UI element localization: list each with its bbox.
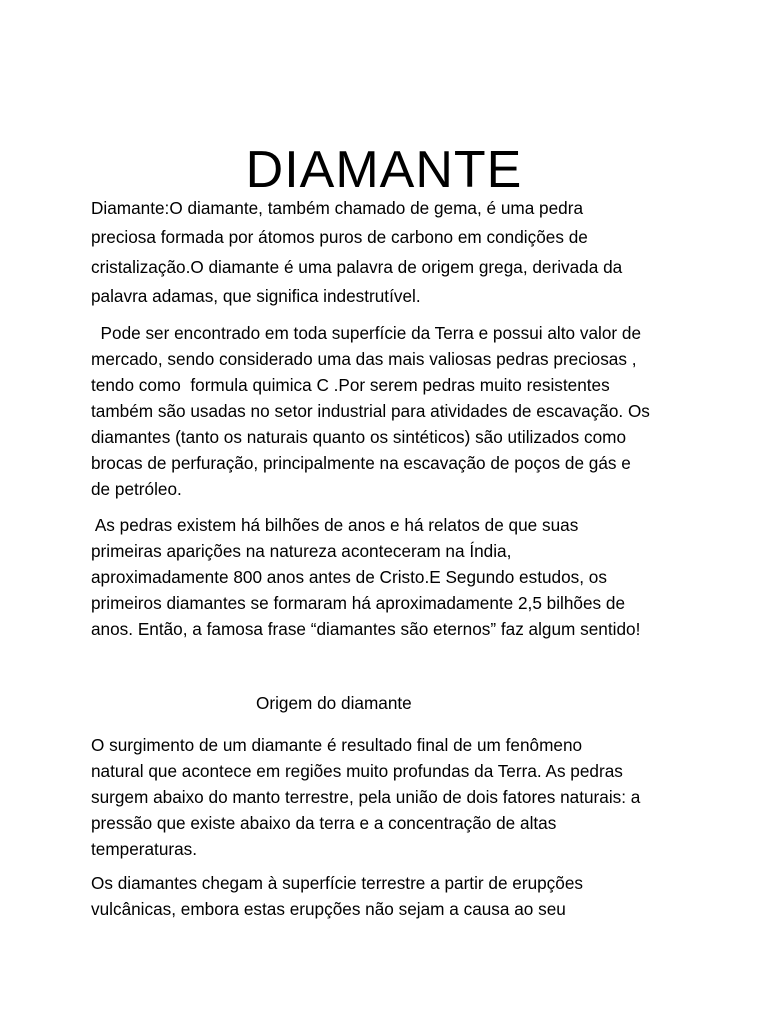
paragraph-eruptions [91,870,691,922]
paragraph-line: vulcânicas, embora estas erupções não sejam a causa ao seu [91,899,566,919]
paragraph-line: também são usadas no setor industrial para atividades de escavação. Os [91,401,650,421]
paragraph-line: diamantes (tanto os naturais quanto os sintéticos) são utilizados como [91,427,627,447]
paragraph-line: aproximadamente 800 anos antes de Cristo.E Segundo estudos, os [91,567,607,587]
document-title: DIAMANTE [245,140,523,199]
paragraph-line: mercado, sendo considerado uma das mais valiosas pedras preciosas , [91,349,637,369]
paragraph-line: cristalização.O diamante é uma palavra de origem grega, derivada da [91,256,623,277]
paragraph-line: primeiros diamantes se formaram há aproximadamente 2,5 bilhões de [91,593,626,613]
paragraph-history [91,512,691,642]
paragraph-location [91,320,691,502]
paragraph-line: brocas de perfuração, principalmente na escavação de poços de gás e [91,453,631,473]
paragraph-origin [91,732,691,862]
paragraph-line: pressão que existe abaixo da terra e a concentração de altas [91,813,557,833]
paragraph-line: temperaturas. [91,839,198,859]
paragraph-line: Os diamantes chegam à superfície terrestre a partir de erupções [91,873,583,893]
paragraph-line: natural que acontece em regiões muito profundas da Terra. As pedras [91,761,623,781]
paragraph-intro [91,194,691,311]
paragraph-line: primeiras aparições na natureza aconteceram na Índia, [91,541,512,561]
paragraph-line: surgem abaixo do manto terrestre, pela união de dois fatores naturais: a [91,787,641,807]
paragraph-line: Diamante:O diamante, também chamado de gema, é uma pedra [91,198,584,218]
paragraph-line: O surgimento de um diamante é resultado final de um fenômeno [91,735,583,755]
paragraph-line: de petróleo. [91,479,182,499]
paragraph-line: Pode ser encontrado em toda superfície da Terra e possui alto valor de [91,323,642,343]
paragraph-line: tendo como formula quimica C .Por serem pedras muito resistentes [91,375,610,395]
paragraph-line: As pedras existem há bilhões de anos e há relatos de que suas [91,515,579,535]
paragraph-line: palavra adamas, que significa indestrutível. [91,285,421,306]
paragraph-line: anos. Então, a famosa frase “diamantes são eternos” faz algum sentido! [91,619,641,639]
section-subtitle: Origem do diamante [256,693,412,713]
paragraph-line: preciosa formada por átomos puros de carbono em condições de [91,227,588,248]
